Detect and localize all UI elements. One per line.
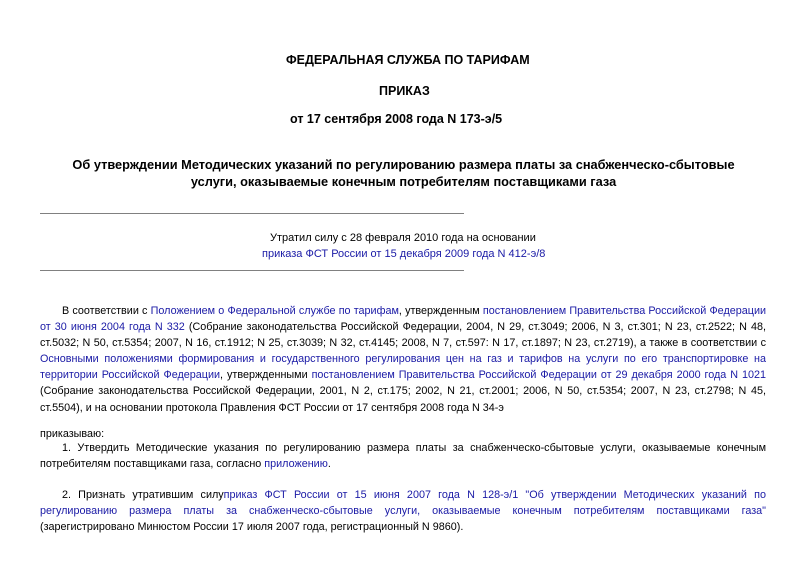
item-1-end: . [327,458,331,471]
government-resolution-1021-link[interactable]: постановлением Правительства Российской Федерации от 29 декабря 2000 года N 1021 [311,369,766,382]
preamble-text-1: В соответствии с [62,305,151,317]
top-divider [40,213,464,214]
title-line-2: услуги, оказываемые конечным потребителям поставщиками газа [190,174,617,189]
document-type: ПРИКАЗ [379,84,430,98]
item-2-text: 2. Признать утратившим силу [62,489,224,501]
government-resolution-332-link[interactable]: постановлением Правительства Российской Федерации от 30 июня 2004 года N 332 [40,305,767,334]
appendix-link[interactable]: приложению [264,458,328,471]
status-note-text: Утратил силу с 28 февраля 2010 года на основании [270,232,536,244]
item-1-text: 1. Утвердить Методические указания по регулированию размера платы за снабженческо-сбытовые услуги, оказываемые конечным потребителям поставщиками газа, согласно [40,442,766,471]
item-2-end: (зарегистрировано Минюстом России 17 июля 2007 года, регистрационный N 9860). [40,521,464,534]
preamble-text-2: , утвержденным [398,305,483,317]
preamble-text-5: (Собрание законодательства Российской Федерации, 2001, N 2, ст.175; 2002, N 21, ст.2001; 2006, N 50, ст.5354; 2007, N 23, ст.2798; N 45, ст.5504), и на основании протокола Правления ФСТ России от 17 сентября 2008 года N 34-э [40,385,766,414]
regulation-fst-link[interactable]: Положением о Федеральной службе по тарифам [150,305,399,317]
preamble-text-4: , утвержденными [220,369,312,382]
basic-provisions-link[interactable]: Основными положениями формирования и государственного регулирования цен на газ и тарифов на услуги по его транспортировке на территории Российской Федерации [40,353,766,382]
order-128-link[interactable]: приказ ФСТ России от 15 июня 2007 года N 128-э/1 "Об утверждении Методических указаний по регулированию размера платы за снабженческо-сбытовые услуги, оказываемые конечным потребителям поставщиками газа" [40,489,766,518]
preamble-paragraph [40,303,766,416]
document-date: от 17 сентября 2008 года N 173-э/5 [290,112,503,126]
preamble-text-3: (Собрание законодательства Российской Федерации, 2004, N 29, ст.3049; 2006, N 3, ст.301; N 23, ст.2522; N 48, ст.5032; N 50, ст.5354; 2007, N 16, ст.1912; N 25, ст.3039; N 32, ст.4145; 2008, N 7, ст.597: N 17, ст.1897; N 23, ст.2719), а также в соответствии с [40,321,766,350]
order-word: приказываю: [40,428,105,440]
organization-name: ФЕДЕРАЛЬНАЯ СЛУЖБА ПО ТАРИФАМ [286,53,530,67]
item-2-paragraph [40,487,766,535]
bottom-divider [40,270,464,271]
document-title [30,156,777,190]
item-1-paragraph [40,440,766,472]
repeal-order-link[interactable]: приказа ФСТ России от 15 декабря 2009 года N 412-э/8 [262,248,546,260]
title-line-1: Об утверждении Методических указаний по регулированию размера платы за снабженческо-сбытовые [72,157,735,172]
